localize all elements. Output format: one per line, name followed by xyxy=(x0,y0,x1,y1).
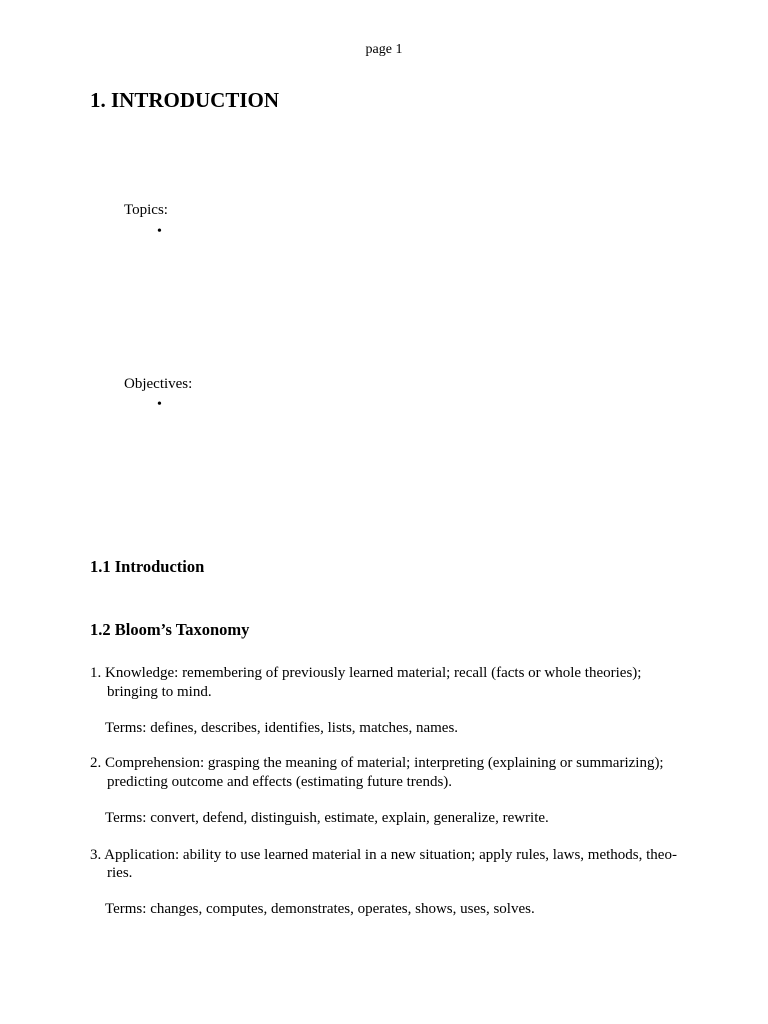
section-heading-introduction: 1.1 Introduction xyxy=(90,557,205,576)
chapter-title: 1. INTRODUCTION xyxy=(90,88,280,112)
bloom-item-1-line-2: bringing to mind. xyxy=(107,684,212,700)
bloom-item-2-terms: Terms: convert, defend, distinguish, estimate, explain, generalize, rewrite. xyxy=(105,810,549,826)
topics-label: Topics: xyxy=(124,202,168,218)
bloom-item-3-terms: Terms: changes, computes, demonstrates, operates, shows, uses, solves. xyxy=(105,901,535,917)
bloom-item-1-terms: Terms: defines, describes, identifies, lists, matches, names. xyxy=(105,720,459,736)
bloom-item-2-line-2: predicting outcome and effects (estimating future trends). xyxy=(107,774,453,790)
bloom-item-3-line-1: 3. Application: ability to use learned material in a new situation; apply rules, laws, methods, theo- xyxy=(90,847,677,863)
bloom-item-3-line-2: ries. xyxy=(107,865,133,881)
objectives-label: Objectives: xyxy=(124,376,193,392)
objectives-bullet: • xyxy=(157,397,162,412)
section-heading-blooms-taxonomy: 1.2 Bloom’s Taxonomy xyxy=(90,620,250,639)
bloom-item-2-line-1: 2. Comprehension: grasping the meaning of material; interpreting (explaining or summarizing); xyxy=(90,755,664,771)
bloom-item-1-line-1: 1. Knowledge: remembering of previously learned material; recall (facts or whole theories); xyxy=(90,665,642,681)
topics-bullet: • xyxy=(157,224,162,239)
page-number: page 1 xyxy=(365,42,403,57)
